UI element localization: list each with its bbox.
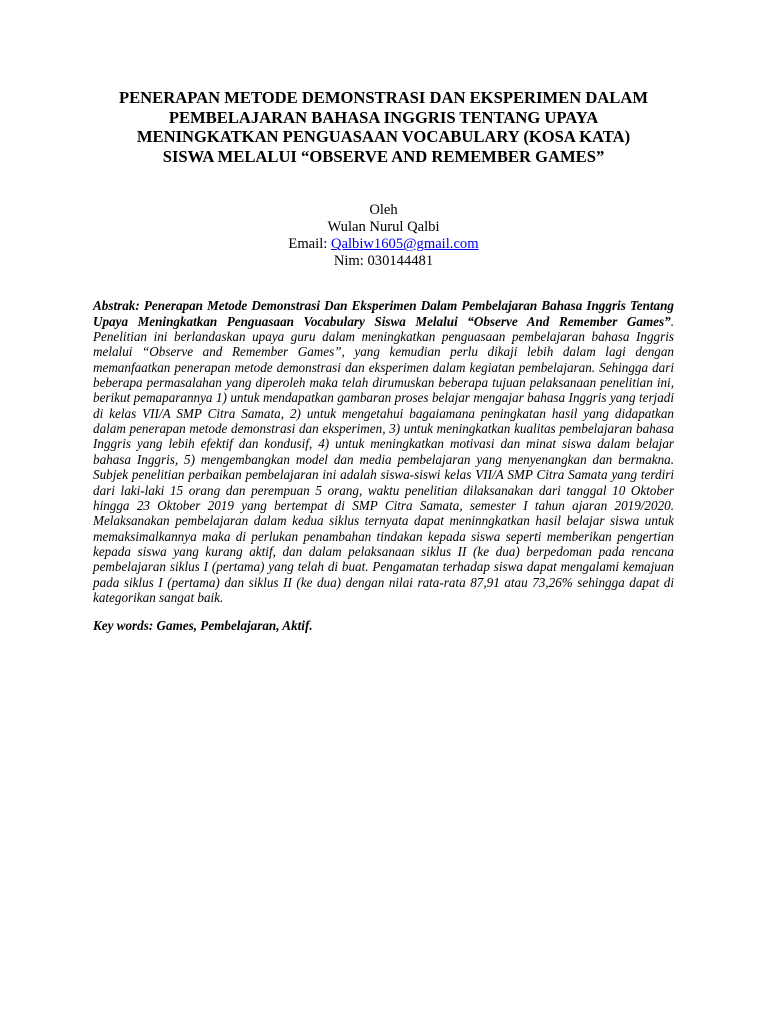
- abstract-lead: Abstrak: Penerapan Metode Demonstrasi Dan Eksperimen Dalam Pembelajaran Bahasa Inggris Tentang Upaya Meningkatkan Penguasaan Vocabulary Siswa Melalui “Observe And Remember Games”: [93, 298, 674, 329]
- email-label: Email:: [288, 236, 331, 253]
- by-label: Oleh: [369, 202, 398, 219]
- author-block: [93, 202, 674, 270]
- paper-title: [93, 88, 674, 166]
- author-email-line: [93, 236, 674, 253]
- title-line-3: MENINGKATKAN PENGUASAAN VOCABULARY (KOSA KATA): [136, 127, 631, 147]
- abstract-body: . Penelitian ini berlandaskan upaya guru dalam meningkatkan penguasaan pembelajaran bahasa Inggris melalui “Observe and Remember Games”, yang kemudian perlu dikaji lebih dalam lagi dengan memanfaatkan penerapan metode demonstrasi dan eksperimen dalam kegiatan pembelajaran. Sehingga dari beberapa permasalahan yang diperoleh maka telah dirumuskan beberapa tujuan pelaksanaan penelitian ini, berikut pemaparannya 1) untuk mendapatkan gambaran proses belajar mengajar bahasa Inggris yang terjadi di kelas VII/A SMP Citra Samata, 2) untuk mengetahui bagaiamana peningkatan hasil yang didapatkan dalam penerapan metode demonstrasi dan eksperimen, 3) untuk meningkatkan kualitas pembelajaran bahasa Inggris yang lebih efektif dan kondusif, 4) untuk meningkatkan motivasi dan minat siswa dalam belajar bahasa Inggris, 5) mengembangkan model dan media pembelajaran yang menyenangkan dan bermakna. Subjek penelitian perbaikan pembelajaran ini adalah siswa-siswi kelas VII/A SMP Citra Samata yang terdiri dari laki-laki 15 orang dan perempuan 5 orang, waktu penelitian dilaksanakan dari tanggal 10 Oktober hingga 23 Oktober 2019 yang bertempat di SMP Citra Samata, semester I tahun ajaran 2019/2020. Melaksanakan pembelajaran dalam kedua siklus ternyata dapat meninngkatkan hasil belajar siswa untuk memaksimalkannya maka di perlukan penambahan tindakan kepada siswa seperti memberikan pengertian kepada siswa yang kurang aktif, dan dalam pelaksanaan siklus II (ke dua) berpedoman pada rencana pembelajaran siklus I (pertama) yang telah di buat. Pengamatan terhadap siswa dapat mengalami kemajuan pada siklus I (pertama) dan siklus II (ke dua) dengan nilai rata-rata 87,91 atau 73,26% sehingga dapat di kategorikan sangat baik.: [93, 313, 674, 605]
- title-line-1: PENERAPAN METODE DEMONSTRASI DAN EKSPERIMEN DALAM: [118, 88, 649, 107]
- title-line-2: PEMBELAJARAN BAHASA INGGRIS TENTANG UPAYA: [168, 107, 599, 127]
- author-nim: Nim: 030144481: [333, 253, 434, 270]
- email-link[interactable]: Qalbiw1605@gmail.com: [330, 236, 479, 253]
- abstract-paragraph: [93, 298, 674, 605]
- title-line-4: SISWA MELALUI “OBSERVE AND REMEMBER GAMES”: [162, 146, 605, 166]
- keywords: Key words: Games, Pembelajaran, Aktif.: [93, 618, 313, 634]
- author-name: Wulan Nurul Qalbi: [327, 219, 440, 236]
- paper-page: [93, 88, 674, 647]
